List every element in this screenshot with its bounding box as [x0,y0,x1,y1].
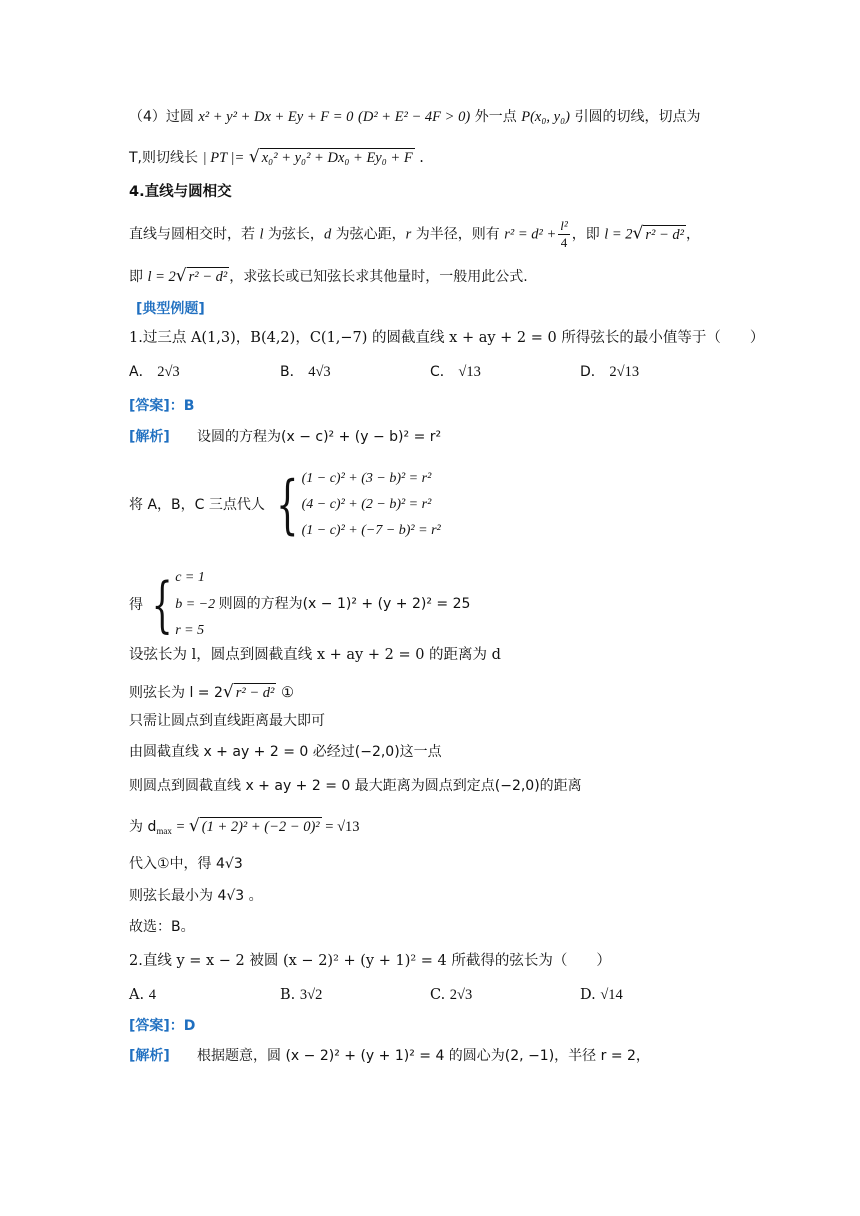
q2-answer [129,1015,195,1037]
text-span: 为弦长， [263,226,324,243]
radicand: (1 + 2)² + (−2 − 0)² [201,819,320,835]
text-span: 直线与圆相交时，若 [129,226,260,243]
q1-answer [129,395,194,417]
answer-value: D [183,1018,196,1034]
analysis-label: [解析] [129,429,170,445]
q1-solution-6: 只需让圆点到直线距离最大即可 [129,713,325,729]
circled-one: ① [276,685,294,701]
item4-line2 [129,146,424,169]
examples-title: [典型例题] [136,301,205,317]
answer-value: B [183,398,195,414]
item4-line2-end: . [419,150,424,166]
q1-solution-9 [129,815,360,838]
q2-option-a [129,984,156,1006]
pt-label: | PT |= [202,150,245,166]
solution-text: 根据题意，圆 (x − 2)² + (y + 1)² = 4 的圆心为(2, −1)，半径 r = 2， [197,1048,650,1064]
solution-text: 则弦长为 l = 2 [129,685,223,701]
system-equation: (1 − c)² + (3 − b)² = r² [301,471,432,486]
solution-text: 则圆的方程为(x − 1)² + (y + 2)² = 25 [218,596,471,612]
system-equation: b = −2 [175,597,216,612]
q1-option-a [129,361,180,383]
option-label: B． [280,364,304,380]
q1-solution-11: 则弦长最小为 4√3 。 [129,888,263,904]
option-label: A． [129,364,153,380]
answer-label: [答案]： [129,1018,184,1034]
solution-text: 设圆的方程为(x − c)² + (y − b)² = r² [197,429,442,445]
system-equation: (4 − c)² + (2 − b)² = r² [301,497,432,512]
q1-system-1 [129,466,441,544]
item4-prefix: （4）过圆 [129,109,199,125]
var-d: d [323,226,332,243]
equation-r2: r² = d² + [504,226,557,243]
radicand: r² − d² [188,269,228,285]
option-value: 4 [148,987,156,1003]
item4-mid: 外一点 [474,109,522,125]
option-label: A. [129,987,149,1003]
option-label: C. [430,987,450,1003]
q1-system-2 [129,565,470,644]
option-value: √13 [458,364,481,380]
text-span: ，求弦长或已知弦长求其他量时，一般用此公式. [229,269,528,285]
fraction-denominator: 4 [560,235,568,250]
answer-label: [答案]： [129,398,184,414]
brace-icon: { [276,468,299,542]
text-span: ，即 [571,226,605,243]
q2-option-c [430,984,472,1006]
section4-line1 [129,218,700,251]
section4-line2 [129,265,528,288]
option-label: D． [580,364,605,380]
system-equation-with-tail [175,591,470,618]
text-span: ， [686,226,701,243]
radicand: r² − d² [645,226,685,243]
equals: = [171,819,189,835]
sqrt-icon: √ [175,266,187,286]
system-equations [175,565,470,644]
q1-solution-12: 故选：B。 [129,919,195,935]
q1-solution-7: 由圆截直线 x + ay + 2 = 0 必经过(−2,0)这一点 [129,744,442,760]
sqrt-icon: √ [248,147,260,167]
fraction-numerator: l² [560,218,568,233]
system-equation: c = 1 [175,570,205,585]
section-title: 4.直线与圆相交 [129,184,232,200]
item4-suffix: 引圆的切线，切点为 [574,109,701,125]
item4-line1 [129,106,701,128]
q1-solution-10: 代入①中，得 4√3 [129,856,243,872]
text-span: 为半径，则有 [411,226,505,243]
option-value: 4√3 [308,364,331,380]
item4-circle-equation: x² + y² + Dx + Ey + F = 0 [198,109,354,125]
option-value: 3√2 [299,987,323,1003]
q1-solution-4: 设弦长为 l，圆点到圆截直线 x + ay + 2 = 0 的距离为 d [129,647,501,663]
result: = √13 [321,819,360,835]
brace-icon: { [151,569,173,640]
q2-option-b [280,984,322,1006]
q2-analysis-line1 [129,1045,650,1067]
option-value: 2√13 [609,364,640,380]
fraction [558,218,570,251]
option-value: 2√3 [449,987,473,1003]
option-label: B. [280,987,300,1003]
system-equation: r = 5 [175,623,205,638]
var-r: r [405,226,412,243]
equation-system [129,565,470,644]
system-equations [302,466,441,544]
sqrt-icon: √ [632,223,644,244]
item4-line2-prefix: T,则切线长 [129,150,199,166]
solution-text: 将 A，B，C 三点代人 [129,497,265,513]
equation-l: l = 2 [147,269,176,285]
item4-condition: (D² + E² − 4F > 0) [358,109,471,125]
option-label: C． [430,364,454,380]
sqrt-icon: √ [222,682,234,702]
q1-option-d [580,361,639,383]
question-2-stem: 2.直线 y = x − 2 被圆 (x − 2)² + (y + 1)² = 4 所截得的弦长为（ ） [129,953,611,969]
solution-text: 为 d [129,819,157,835]
text-span: 为弦心距， [331,226,406,243]
option-value: √14 [600,987,623,1003]
q1-analysis-line1 [129,426,441,448]
sqrt-icon: √ [188,816,200,836]
text-span: 即 [129,269,148,285]
option-label: D. [580,987,601,1003]
question-1-stem: 1.过三点 A(1,3)，B(4,2)，C(1,−7) 的圆截直线 x + ay + 2 = 0 所得弦长的最小值等于（ ） [129,330,765,346]
option-value: 2√3 [157,364,180,380]
q1-solution-5 [129,681,294,704]
solution-text: 得 [129,596,143,613]
equation-l: l = 2 [604,226,633,243]
q2-option-d [580,984,623,1006]
radicand: r² − d² [235,685,275,701]
tangent-length: x₀² + y₀² + Dx₀ + Ey₀ + F [261,150,413,166]
q1-solution-8: 则圆点到圆截直线 x + ay + 2 = 0 最大距离为圆点到定点(−2,0)的距离 [129,778,582,794]
system-equation: (1 − c)² + (−7 − b)² = r² [301,523,441,538]
item4-point: P(x₀, y₀) [521,109,570,125]
equation-system [129,466,441,544]
analysis-label: [解析] [129,1048,170,1064]
subscript: max [156,826,172,836]
q1-option-c [430,361,481,383]
var-l: l [259,226,264,243]
q1-option-b [280,361,331,383]
